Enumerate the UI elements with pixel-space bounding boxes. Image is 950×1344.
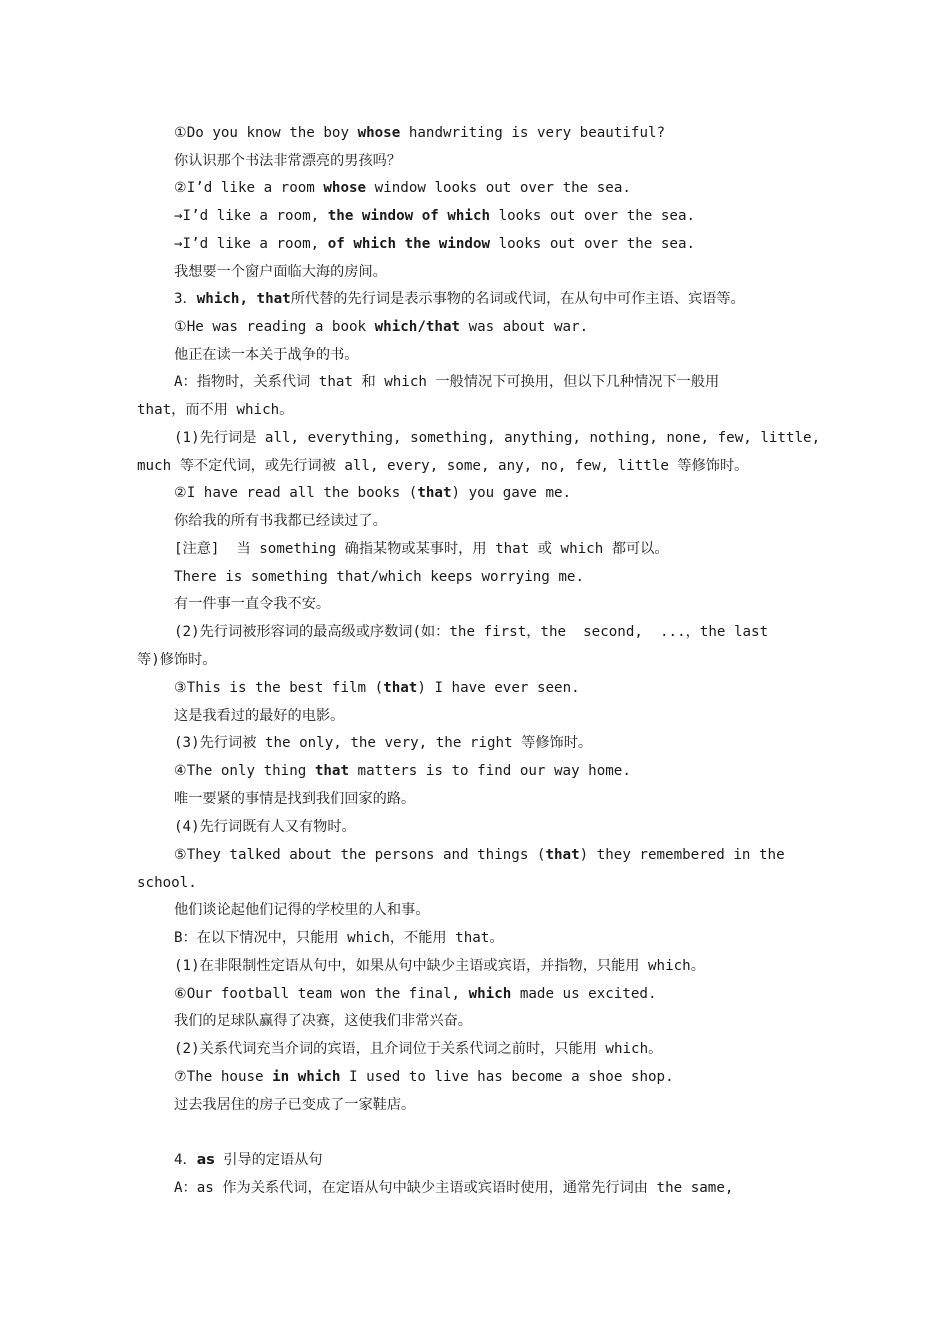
note-text: [注意] 当 something 确指某物或某事时，用 that 或 which 都可以。 (174, 541, 669, 557)
rule-text: (2)先行词被形容词的最高级或序数词(如：the first，the second, ...，the last (174, 624, 769, 640)
rule-text: (2)关系代词充当介词的宾语，且介词位于关系代词之前时，只能用 which。 (174, 1041, 663, 1057)
rule-text: A：as 作为关系代词，在定语从句中缺少主语或宾语时使用，通常先行词由 the same, (174, 1180, 734, 1196)
translation: 我想要一个窗户面临大海的房间。 (174, 264, 387, 280)
rule-text: B：在以下情况中，只能用 which，不能用 that。 (174, 930, 504, 946)
translation: 我们的足球队赢得了决赛，这使我们非常兴奋。 (174, 1013, 472, 1029)
translation: 你给我的所有书我都已经读过了。 (174, 513, 387, 529)
example-sentence: →I’d like a room, the window of which looks out over the sea. (174, 208, 696, 224)
example-sentence: ①He was reading a book which/that was about war. (174, 319, 589, 335)
rule-text: (1)在非限制性定语从句中，如果从句中缺少主语或宾语，并指物，只能用 which。 (174, 958, 705, 974)
section-heading: 4．as 引导的定语从句 (174, 1152, 323, 1168)
translation: 过去我居住的房子已变成了一家鞋店。 (174, 1097, 416, 1113)
translation: 他正在读一本关于战争的书。 (174, 347, 359, 363)
translation: 他们谈论起他们记得的学校里的人和事。 (174, 902, 430, 918)
rule-text: (1)先行词是 all, everything, something, anything, nothing, none, few, little, (174, 430, 821, 446)
rule-text: (3)先行词被 the only, the very, the right 等修饰时。 (174, 735, 593, 751)
rule-text: A：指物时，关系代词 that 和 which 一般情况下可换用，但以下几种情况下一般用 (174, 374, 720, 390)
example-sentence: ⑥Our football team won the final, which made us excited. (174, 986, 657, 1002)
example-sentence: school. (137, 875, 197, 891)
example-sentence: ⑤They talked about the persons and things (that) they remembered in the (174, 847, 785, 863)
translation: 有一件事一直令我不安。 (174, 596, 331, 612)
translation: 你认识那个书法非常漂亮的男孩吗？ (174, 153, 402, 169)
example-sentence: ②I have read all the books (that) you gave me. (174, 485, 572, 501)
example-sentence: ②I’d like a room whose window looks out over the sea. (174, 180, 631, 196)
rule-text: that，而不用 which。 (137, 402, 294, 418)
rule-text: 等)修饰时。 (137, 652, 217, 668)
example-sentence: ①Do you know the boy whose handwriting is very beautiful? (174, 125, 666, 141)
example-sentence: →I’d like a room, of which the window looks out over the sea. (174, 236, 696, 252)
example-sentence: ③This is the best film (that) I have ever seen. (174, 680, 580, 696)
example-sentence: ④The only thing that matters is to find our way home. (174, 763, 631, 779)
translation: 这是我看过的最好的电影。 (174, 708, 345, 724)
example-sentence: There is something that/which keeps worrying me. (174, 569, 584, 585)
translation: 唯一要紧的事情是找到我们回家的路。 (174, 791, 416, 807)
rule-text: much 等不定代词，或先行词被 all, every, some, any, no, few, little 等修饰时。 (137, 458, 749, 474)
example-sentence: ⑦The house in which I used to live has become a shoe shop. (174, 1069, 674, 1085)
rule-text: (4)先行词既有人又有物时。 (174, 819, 356, 835)
section-heading: 3．which, that所代替的先行词是表示事物的名词或代词，在从句中可作主语、宾语等。 (174, 291, 745, 307)
